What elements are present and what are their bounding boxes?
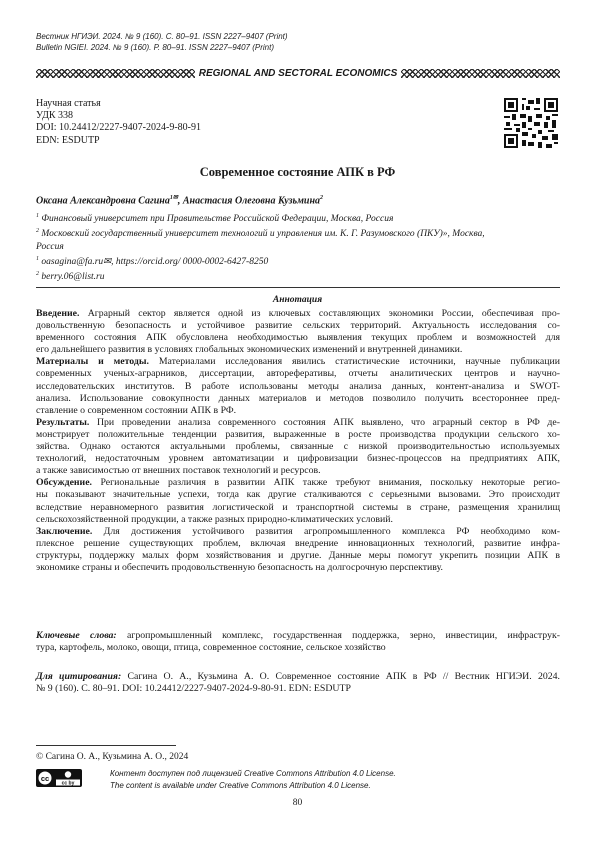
abstract-line: временного состояния АПК обусловлена необходимостью выявления текущих проблем и возможностей для [36,332,560,344]
affiliation-2-cont: Россия [36,241,64,252]
keywords [36,630,560,654]
abstract-line: Аграрный сектор является одной из ключевых составляющих экономики России, обеспечивая про- [87,308,560,319]
divider [36,287,560,288]
abstract [36,308,560,574]
journal-citation-ru: Вестник НГИЭИ. 2024. № 9 (160). С. 80–91. ISSN 2227–9407 (Print) [36,32,288,41]
email-link[interactable]: berry.06@list.ru [41,272,105,283]
abstract-line: а также зависимостью от внешних поставок технологий и ресурсов. [36,465,321,477]
abstract-line: монстрирует положительные тенденции развития, выраженные в росте производства продукции сельского хо- [36,428,560,440]
affiliations: $^1$ Финансовый университет при Правительстве Российской Федерации, Москва, Россия $^2$ Московский государственный университет технологий и управления им. К. Г. Разумовского (ПКУ)», Москва, Россия $^1$ oasagina@fa.ru✉, https://orcid.org/ 0000-0002-6427-8250 $^2$ berry.06@list.ru [36,210,560,284]
section-title: REGIONAL AND SECTORAL ECONOMICS [198,67,398,79]
article-type: Научная статья [36,98,101,109]
abstract-line: довольственную безопасность и устойчивое развитие сельских территорий. Актуальность исследования со- [36,320,560,332]
footnote-divider [36,745,176,746]
abstract-line: исследовательских институтов. В работе использованы методы анализа данных, контент-анализа и SWOT- [36,380,560,392]
author-marker: 1✉ [169,195,178,201]
license-text [110,768,396,792]
citation [36,671,560,695]
band-ornament-right [401,69,560,78]
edn: EDN: ESDUTP [36,134,100,146]
abstract-line: современных ученых-аграрников, диссертации, автореферативы, отчеты аналитических центров и научно- [36,368,560,380]
email-orcid-link[interactable]: oasagina@fa.ru✉, https://orcid.org/ 0000-0002-6427-8250 [41,257,269,268]
abstract-line: Региональные различия в развитии АПК также требуют внимания, поскольку некоторые регио- [100,477,560,489]
abstract-line: плексное решение существующих проблем, включая внедрение инновационных технологий, развитие инфра- [36,537,560,549]
cc-by-license-icon[interactable] [36,769,82,787]
citation-line: № 9 (160). С. 80–91. DOI: 10.24412/2227-9407-2024-9-80-91. EDN: ESDUTP [36,683,351,695]
section-band [36,66,560,80]
journal-citation-en: Bulletin NGIEI. 2024. № 9 (160). P. 80–91. ISSN 2227–9407 (Print) [36,42,274,52]
abstract-line: анализа. Использование совокупности данных материалов и методов позволило получить всестороннее пред- [36,392,560,404]
section-label: Материалы и методы. [36,356,149,368]
citation-label: Для цитирования: [36,671,122,682]
author-name: Анастасия Олеговна Кузьмина [182,195,321,207]
affiliation-1: Финансовый университет при Правительстве Российской Федерации, Москва, Россия [41,214,394,225]
author-marker: 2 [320,195,324,201]
abstract-line: зяйства. Однако остаются актуальными проблемы, связанные с низкой производительностью используемых [36,441,560,453]
abstract-line: его дальнейшего развития в условиях глобальных экономических изменений и внутренней динамики. [36,344,463,356]
annotation-heading: Аннотация [272,295,323,305]
article-meta [36,98,201,147]
abstract-line: Для достижения устойчивого развития агропромышленного комплекса РФ необходимо ком- [103,525,561,537]
abstract-line: ставление о современном состоянии АПК в РФ. [36,404,237,416]
copyright: © Сагина О. А., Кузьмина А. О., 2024 [36,752,189,762]
svg-text:cc: cc [40,774,50,783]
abstract-line: ны показывают значительные успехи, тогда как другие сталкиваются с серьезными вызовами. Это происходит [36,489,560,501]
keywords-line: тура, картофель, молоко, овощи, птица, современное состояние, сельское хозяйство [36,642,386,654]
abstract-line: экономике страны и обеспечить продовольственную безопасность на долгосрочную перспективу. [36,561,443,573]
udk-code: УДК 338 [36,110,74,122]
abstract-line: вследствие неравномерного развития логистической и транспортной системы в стране, размещения хранилищ [36,501,560,513]
qr-code-icon [504,98,558,148]
abstract-line: технологий, недостаточным уровнем автоматизации и цифровизации бизнес-процессов на предприятиях АПК, [36,453,560,465]
abstract-line: Материалами исследования явились статистические источники, научные публикации [158,356,560,368]
keywords-label: Ключевые слова: [36,630,117,641]
license-ru: Контент доступен под лицензией Creative Commons Attribution 4.0 License. [110,769,396,778]
abstract-line: При проведении анализа современного состояния АПК выявлено, что аграрный сектор в РФ де- [96,416,560,428]
doi: DOI: 10.24412/2227-9407-2024-9-80-91 [36,122,201,134]
author-name: Оксана Александровна Сагина [36,195,170,207]
page-number: 80 [292,798,303,808]
section-label: Результаты. [36,416,90,428]
affiliation-2: Московский государственный университет технологий и управления им. К. Г. Разумовского (ПКУ)», Москва, [41,229,485,240]
section-label: Заключение. [36,525,93,537]
article-title: Современное состояние АПК в РФ [199,165,396,179]
band-ornament-left [36,69,195,78]
author-line: Оксана Александровна Сагина$^{1✉}$, Анастасия Олеговна Кузьмина$^2$ [36,195,324,207]
section-label: Введение. [36,308,80,319]
cc-badge-text: cc by [61,780,75,787]
keywords-line: агропромышленный комплекс, государственная поддержка, зерно, инвестиции, инфраструк- [126,630,560,641]
abstract-line: структуры, поддержку малых форм хозяйствования и другие. Данные меры помогут укрепить позиции АПК в [36,549,560,561]
journal-header [36,32,288,53]
license-en: The content is available under Creative Commons Attribution 4.0 License. [110,781,371,790]
section-label: Обсуждение. [36,477,93,489]
abstract-line: сельскохозяйственной продукции, а также разных природно-климатических условий. [36,513,393,525]
citation-line: Сагина О. А., Кузьмина А. О. Современное состояние АПК в РФ // Вестник НГИЭИ. 2024. [127,671,561,682]
